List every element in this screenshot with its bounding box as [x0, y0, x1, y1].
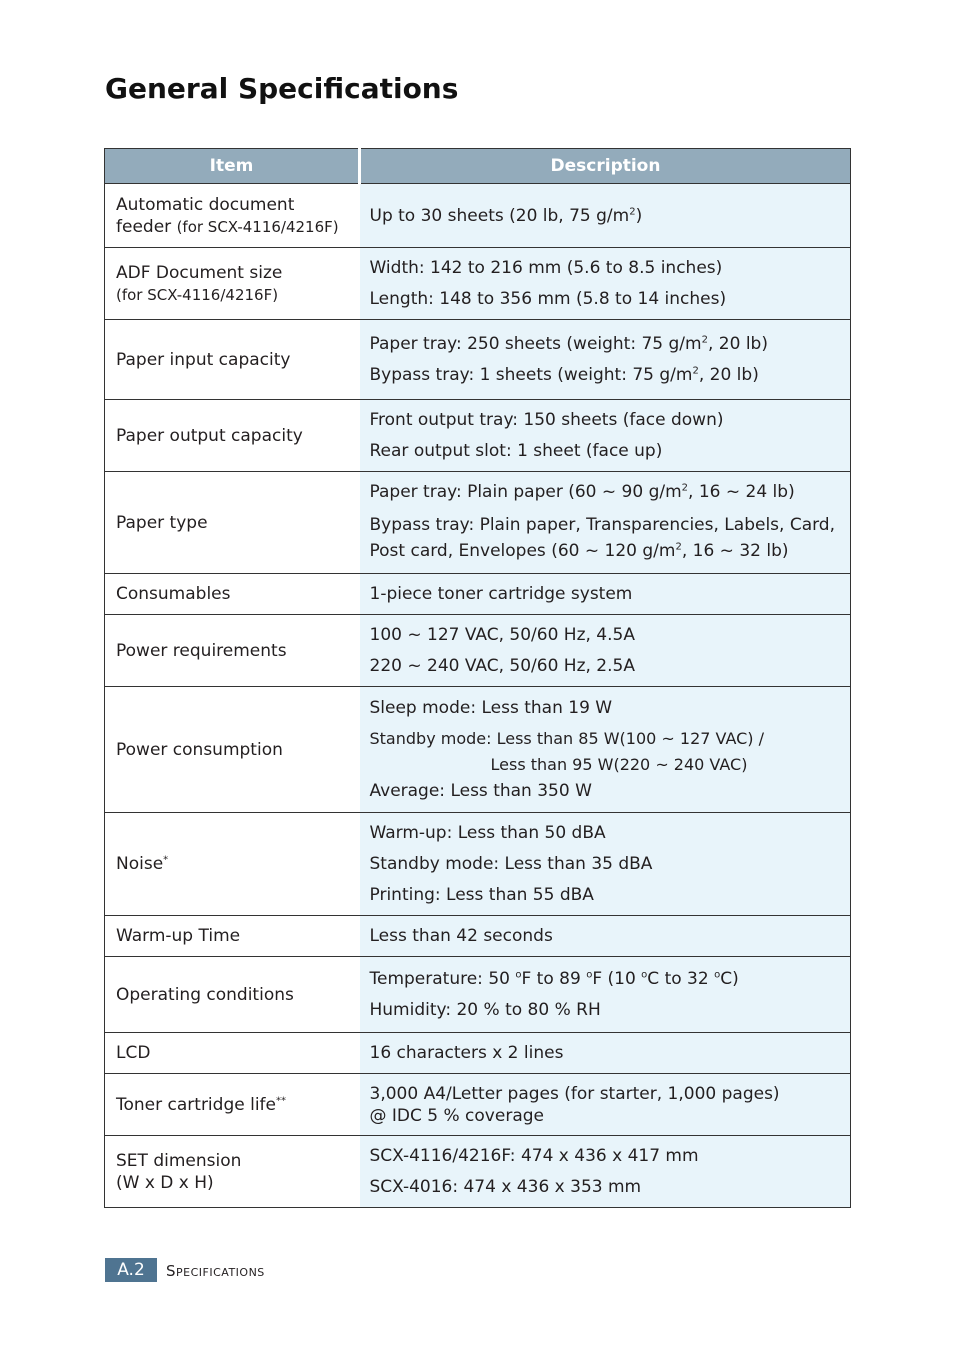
- table-row: [105, 813, 851, 916]
- desc-text: Temperature: 50: [369, 969, 516, 989]
- table-row: [105, 687, 851, 813]
- desc-line: Average: Less than 350 W: [369, 781, 592, 801]
- superscript: 2: [701, 334, 708, 346]
- table-row: [105, 320, 851, 400]
- desc-line: [370, 364, 841, 386]
- desc-line: SCX-4116/4216F: 474 x 436 x 417 mm: [369, 1146, 699, 1166]
- table-row: [105, 957, 851, 1033]
- table-row: [105, 472, 851, 574]
- desc-line: Width: 142 to 216 mm (5.6 to 8.5 inches): [369, 258, 723, 278]
- row-item: [105, 248, 360, 320]
- row-description: [360, 687, 851, 813]
- item-note: (for SCX-4116/4216F): [116, 285, 279, 304]
- desc-text: Paper tray: 250 sheets (weight: 75 g/m: [369, 334, 702, 354]
- desc-line: 220 ~ 240 VAC, 50/60 Hz, 2.5A: [369, 656, 635, 676]
- row-description: [360, 615, 851, 687]
- superscript: 2: [629, 205, 636, 217]
- degree-mark: o: [586, 969, 593, 981]
- item-note: (for SCX-4116/4216F): [176, 217, 339, 236]
- row-item: Paper input capacity: [105, 320, 360, 400]
- row-description: [360, 400, 851, 472]
- desc-line: Humidity: 20 % to 80 % RH: [369, 1000, 601, 1020]
- desc-line: Front output tray: 150 sheets (face down): [369, 410, 724, 430]
- row-item: [105, 184, 360, 248]
- table-row: [105, 1033, 851, 1074]
- desc-text: Bypass tray: Plain paper, Transparencies, Labels, Card, Post card, Envelopes (60 ~ 120 g/m: [369, 515, 835, 561]
- desc-text: , 16 ~ 32 lb): [681, 541, 789, 561]
- desc-line: @ IDC 5 % coverage: [369, 1105, 544, 1126]
- desc-line: [370, 333, 841, 355]
- desc-line: Rear output slot: 1 sheet (face up): [369, 441, 663, 461]
- row-description: [360, 813, 851, 916]
- row-description: [360, 184, 851, 248]
- row-description: [360, 1074, 851, 1136]
- row-item: Warm-up Time: [105, 916, 360, 957]
- table-row: [105, 248, 851, 320]
- desc-line-continued: Less than 95 W(220 ~ 240 VAC): [490, 755, 748, 774]
- desc-text: F (10: [592, 969, 642, 989]
- superscript: 2: [675, 541, 682, 553]
- row-description: [360, 320, 851, 400]
- desc-line: [370, 512, 841, 564]
- row-item: Consumables: [105, 574, 360, 615]
- desc-line: Sleep mode: Less than 19 W: [369, 698, 613, 718]
- desc-text: ): [635, 205, 643, 226]
- item-label: Noise: [116, 854, 164, 874]
- footnote-marker: *: [163, 854, 169, 866]
- row-description: [360, 472, 851, 574]
- desc-text: Paper tray: Plain paper (60 ~ 90 g/m: [369, 482, 682, 502]
- item-label: (W x D x H): [116, 1172, 214, 1193]
- degree-mark: o: [714, 969, 721, 981]
- desc-text: Up to 30 sheets (20 lb, 75 g/m: [369, 205, 630, 226]
- footnote-marker: **: [276, 1094, 286, 1106]
- page-title: General Specifications: [105, 72, 459, 105]
- row-description: [360, 957, 851, 1033]
- desc-line: Warm-up: Less than 50 dBA: [369, 823, 606, 843]
- row-item: Power requirements: [105, 615, 360, 687]
- row-item: Paper type: [105, 472, 360, 574]
- desc-line: 3,000 A4/Letter pages (for starter, 1,000 pages): [369, 1083, 780, 1104]
- desc-text: F to 89: [521, 969, 587, 989]
- row-description: [360, 1136, 851, 1208]
- row-item: LCD: [105, 1033, 360, 1074]
- desc-text: C to 32: [647, 969, 715, 989]
- desc-line: [370, 481, 841, 503]
- row-description: 16 characters x 2 lines: [360, 1033, 851, 1074]
- row-description: Less than 42 seconds: [360, 916, 851, 957]
- row-item: [105, 1136, 360, 1208]
- item-label: Toner cartridge life: [116, 1094, 276, 1115]
- desc-line: Standby mode: Less than 35 dBA: [369, 854, 653, 874]
- header-description: Description: [360, 149, 851, 184]
- row-item: Operating conditions: [105, 957, 360, 1033]
- desc-text: Bypass tray: 1 sheets (weight: 75 g/m: [369, 365, 693, 385]
- row-item: [105, 1074, 360, 1136]
- item-label: SET dimension: [116, 1150, 242, 1171]
- desc-text: , 20 lb): [698, 365, 759, 385]
- row-description: 1-piece toner cartridge system: [360, 574, 851, 615]
- table-row: [105, 1136, 851, 1208]
- degree-mark: o: [515, 969, 522, 981]
- footer-section-title: Specifications: [166, 1262, 265, 1280]
- item-label: ADF Document size: [116, 262, 283, 283]
- desc-line: Standby mode: Less than 85 W(100 ~ 127 VAC) /: [369, 729, 764, 748]
- desc-line: [370, 968, 841, 990]
- table-row: [105, 400, 851, 472]
- desc-line: Length: 148 to 356 mm (5.8 to 14 inches): [369, 289, 727, 309]
- table-row: [105, 615, 851, 687]
- row-item: Paper output capacity: [105, 400, 360, 472]
- table-row: [105, 184, 851, 248]
- table-row: [105, 1074, 851, 1136]
- desc-line: SCX-4016: 474 x 436 x 353 mm: [369, 1177, 642, 1197]
- table-header-row: [105, 149, 851, 184]
- row-description: [360, 248, 851, 320]
- superscript: 2: [681, 482, 689, 494]
- item-label: Automatic document feeder: [116, 194, 295, 237]
- page-number-badge: A.2: [105, 1258, 157, 1282]
- table-row: [105, 574, 851, 615]
- desc-line: 100 ~ 127 VAC, 50/60 Hz, 4.5A: [369, 625, 635, 645]
- desc-text: , 20 lb): [707, 334, 768, 354]
- degree-mark: o: [641, 969, 648, 981]
- header-item: Item: [105, 149, 360, 184]
- row-item: Power consumption: [105, 687, 360, 813]
- row-item: [105, 813, 360, 916]
- table-row: [105, 916, 851, 957]
- superscript: 2: [692, 365, 699, 377]
- desc-text: C): [720, 969, 739, 989]
- specifications-table: [104, 148, 851, 1208]
- desc-line: Printing: Less than 55 dBA: [369, 885, 594, 905]
- desc-text: , 16 ~ 24 lb): [688, 482, 795, 502]
